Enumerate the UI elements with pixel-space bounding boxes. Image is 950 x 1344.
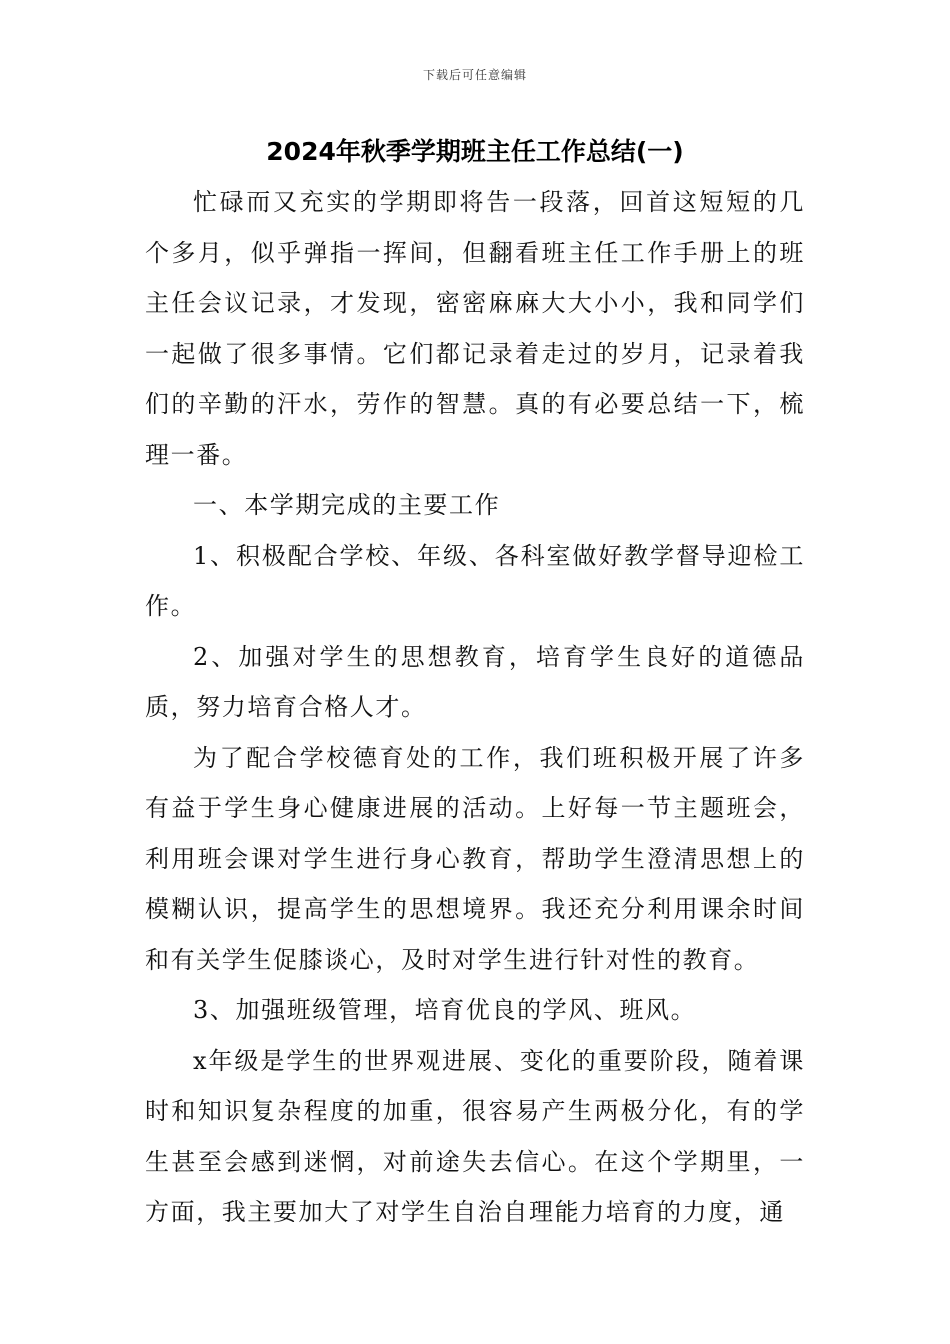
header-note: 下载后可任意编辑 <box>422 68 527 82</box>
paragraph-intro: 忙碌而又充实的学期即将告一段落，回首这短短的几个多月，似乎弹指一挥间，但翻看班主任工作手册上的班主任会议记录，才发现，密密麻麻大大小小，我和同学们一起做了很多事情。它们都记录着走过的岁月，记录着我们的辛勤的汗水，劳作的智慧。真的有必要总结一下，梳理一番。 <box>145 188 805 469</box>
list-item-3: 3、加强班级管理，培育优良的学风、班风。 <box>193 996 697 1024</box>
list-item-2: 2、加强对学生的思想教育，培育学生良好的道德品质，努力培育合格人才。 <box>145 642 805 721</box>
paragraph-moral-education: 为了配合学校德育处的工作，我们班积极开展了许多有益于学生身心健康进展的活动。上好每一节主题班会，利用班会课对学生进行身心教育，帮助学生澄清思想上的模糊认识，提高学生的思想境界。我还充分利用课余时间和有关学生促膝谈心，及时对学生进行针对性的教育。 <box>145 743 805 974</box>
section-heading-main-work: 一、本学期完成的主要工作 <box>193 491 501 519</box>
document-title: 2024年秋季学期班主任工作总结(一) <box>266 137 684 166</box>
list-item-1: 1、积极配合学校、年级、各科室做好教学督导迎检工作。 <box>145 541 805 620</box>
paragraph-class-management: x年级是学生的世界观进展、变化的重要阶段，随着课时和知识复杂程度的加重，很容易产生两极分化，有的学生甚至会感到迷惘，对前途失去信心。在这个学期里，一方面，我主要加大了对学生自治自理能力培育的力度，通 <box>145 1046 805 1226</box>
document-body <box>145 177 805 1238</box>
